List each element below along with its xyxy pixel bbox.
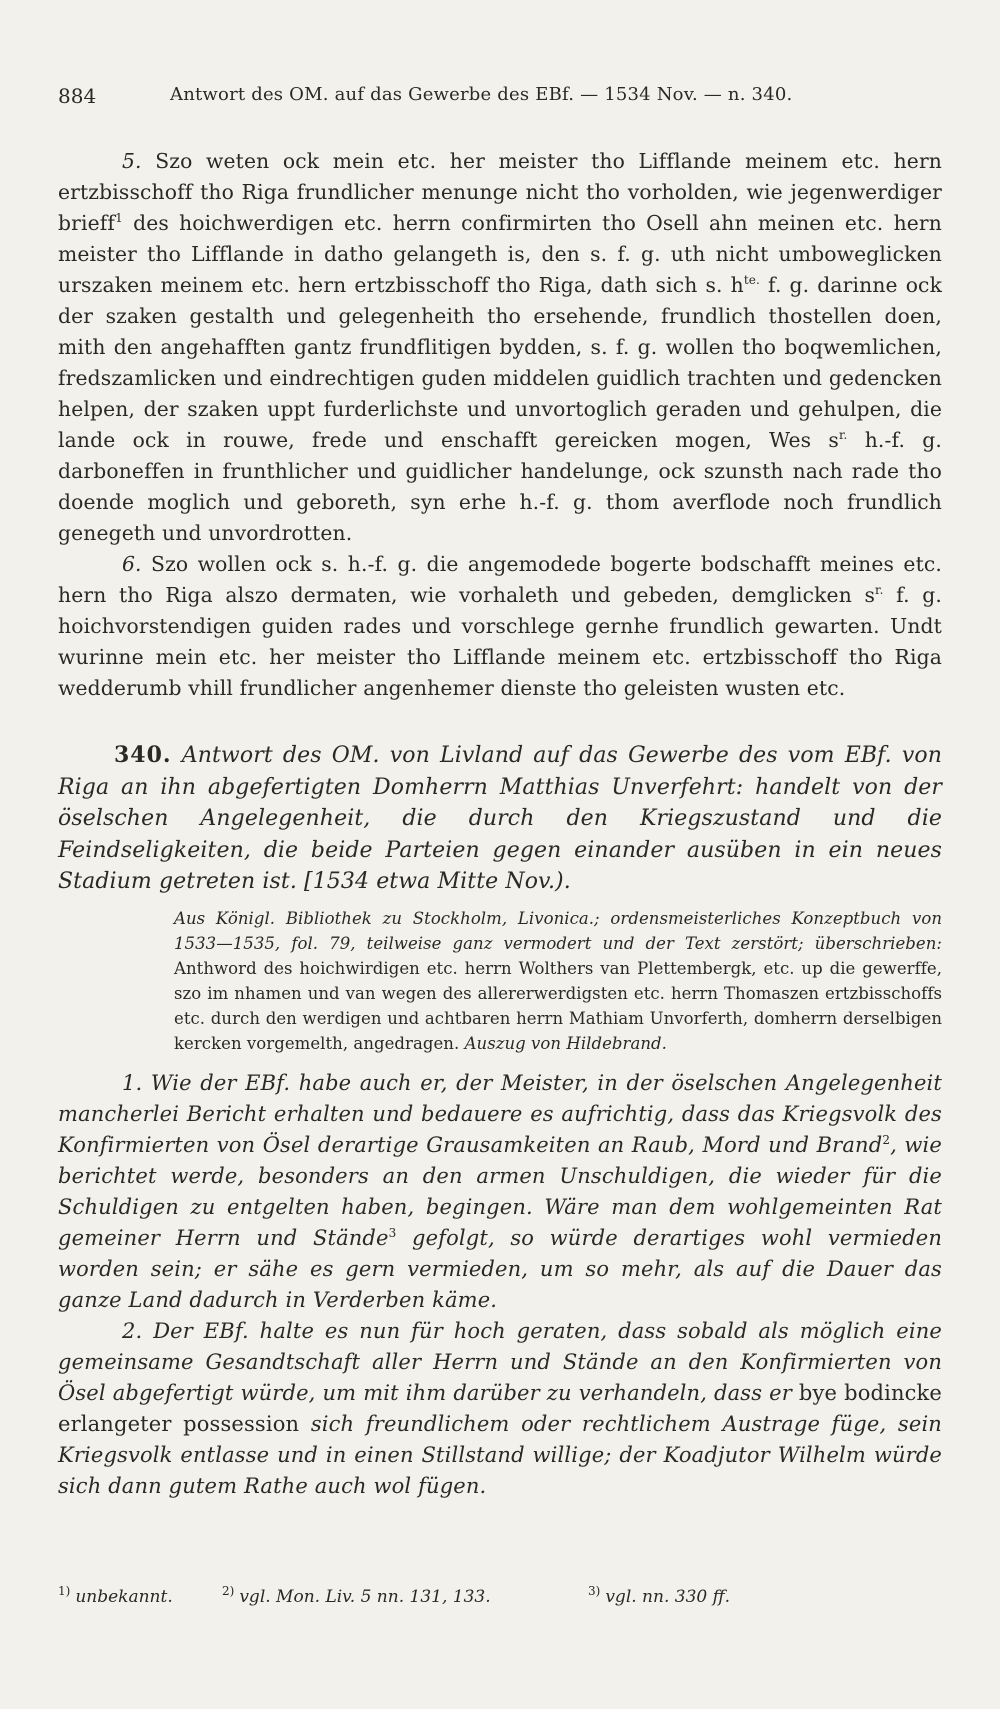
running-title: Antwort des OM. auf das Gewerbe des EBf. — 1534 Nov. — n. 340. <box>170 84 793 105</box>
superscript: r. <box>838 428 848 442</box>
footnote-text: vgl. nn. 330 ff. <box>605 1587 731 1607</box>
paragraph-text: f. g. darinne ock der szaken gestalth und gelegenheith tho ersehende, frundlich thostellen doen, mith den angehafften gantz frundflitigen bydden, s. f. g. wollen tho boqwemlichen, fredszamlicken und eindrechtigen guden middelen guidlich trachten und gedencken helpen, der szaken uppt furderlichste und unvortoglich geraden und gehulpen, die lande ock in rouwe, frede und enschafft gereicken mogen, Wes s <box>58 273 943 452</box>
footnote-3 <box>588 1584 730 1607</box>
page-header <box>58 84 942 108</box>
footnote-text: unbekannt. <box>75 1587 173 1607</box>
footnote-marker: 1) <box>58 1584 71 1598</box>
footnote-marker: 3) <box>588 1584 601 1598</box>
paragraph-text: h.-f. g. darboneffen in frunthlicher und guidlicher handelunge, ock szunsth nach rade tho doende moglich und geboreth, syn erhe h.-f. g. thom averflode noch frundlich genegeth und unvordrotten. <box>58 428 943 545</box>
paragraph-text: des hoichwerdigen etc. herrn confirmirten tho Osell ahn meinen etc. hern meister tho Lifflande in datho gelangeth is, den s. f. g. uth nicht umboweglicken urszaken meinem etc. hern ertzbisschoff tho Riga, dath sich s. h <box>58 211 942 297</box>
paragraph-text: Der EBf. halte es nun für hoch geraten, dass sobald als möglich eine gemeinsame Gesandtschaft aller Herrn und Stände an den Konfirmierten von Ösel abgefertigt würde, um mit ihm darüber zu verhandeln, dass er <box>58 1318 942 1405</box>
footnote-2 <box>222 1584 588 1607</box>
source-attribution: Auszug von Hildebrand. <box>464 1033 667 1053</box>
footnote-ref: 1 <box>115 211 123 225</box>
paragraph-text: Wie der EBf. habe auch er, der Meister, in der öselschen Angelegenheit mancherlei Bericht erhalten und bedauere es aufrichtig, dass das Kriegsvolk des Konfirmierten von Ösel derartige Grausamkeiten an Raub, Mord und Brand <box>58 1070 942 1157</box>
paragraph-text: sich freundlichem oder rechtlichem Austrage füge, sein Kriegsvolk entlasse und in einen Stillstand willige; der Koadjutor Wilhelm würde sich dann gutem Rathe auch wol fügen. <box>58 1411 942 1498</box>
source-citation: Aus Königl. Bibliothek zu Stockholm, Livonica.; ordensmeisterliches Konzeptbuch von 1533—1535, fol. 79, teilweise ganz vermodert und der Text zerstört; überschrieben: <box>174 908 942 953</box>
superscript: te. <box>743 273 761 287</box>
source-note <box>174 906 942 1056</box>
paragraph-text: Szo wollen ock s. h.-f. g. die angemodede bogerte bodschafft meines etc. hern tho Riga alszo dermaten, wie vorhaleth und gebeden, demglicken s <box>58 552 942 607</box>
paragraph-number: 5. <box>122 149 142 173</box>
paragraph-number: 6. <box>122 552 142 576</box>
paragraph-text: gefolgt, so würde derartiges wohl vermieden worden sein; er sähe es gern vermieden, um so mehr, als auf die Dauer das ganze Land dadurch in Verderben käme. <box>58 1225 943 1312</box>
summary-paragraph-2 <box>58 1316 942 1502</box>
footnote-text: vgl. Mon. Liv. 5 nn. 131, 133. <box>239 1587 491 1607</box>
page-number: 884 <box>58 84 97 108</box>
paragraph-6 <box>58 549 942 704</box>
quoted-original: bye bodincke erlangeter possession <box>58 1380 942 1436</box>
source-text: Anthword des hoichwirdigen etc. herrn Wolthers van Plettembergk, etc. up die gewerffe, szo im nhamen und van wegen des allererwerdigsten etc. herrn Thomaszen ertzbisschoffs etc. durch den werdigen und achtbaren herrn Mathiam Unvorferth, domherrn derselbigen kercken vorgemelth, angedragen. <box>174 958 942 1053</box>
book-page <box>58 0 942 1709</box>
footnote-1 <box>58 1584 222 1607</box>
footnotes <box>58 1584 942 1607</box>
footnote-ref: 3 <box>388 1225 397 1240</box>
document-summary <box>58 1068 942 1502</box>
paragraph-5 <box>58 146 942 549</box>
document-title: Antwort des OM. von Livland auf das Gewerbe des vom EBf. von Riga an ihn abgefertigten Domherrn Matthias Unverfehrt: handelt von der öselschen Angelegenheit, die durch den Kriegszustand und die Feindseligkeiten, die beide Parteien gegen einander ausüben in ein neues Stadium getreten ist. [1534 etwa Mitte Nov.). <box>58 743 943 894</box>
paragraph-text: f. g. hoichvorstendigen guiden rades und vorschlege gernhe frundlich gewarten. Undt wurinne mein etc. her meister tho Lifflande meinem etc. ertzbisschoff tho Riga wedderumb vhill frundlicher angenhemer dienste tho geleisten wusten etc. <box>58 583 942 700</box>
document-heading <box>58 740 942 898</box>
page-body <box>58 146 942 1502</box>
paragraph-text: , wie berichtet werde, besonders an den armen Unschuldigen, die wieder für die Schuldigen zu entgelten haben, begingen. Wäre man dem wohlgemeinten Rat gemeiner Herrn und Stände <box>58 1132 942 1250</box>
paragraph-text: Szo weten ock mein etc. her meister tho Lifflande meinem etc. hern ertzbisschoff tho Riga frundlicher menunge nicht tho vorholden, wie jegenwerdiger brieff <box>58 149 943 235</box>
superscript: r. <box>875 583 884 597</box>
footnote-marker: 2) <box>222 1584 235 1598</box>
paragraph-number: 2. <box>122 1318 143 1343</box>
paragraph-number: 1. <box>122 1070 143 1095</box>
document-number: 340. <box>114 742 172 768</box>
footnote-ref: 2 <box>882 1132 891 1147</box>
summary-paragraph-1 <box>58 1068 942 1316</box>
